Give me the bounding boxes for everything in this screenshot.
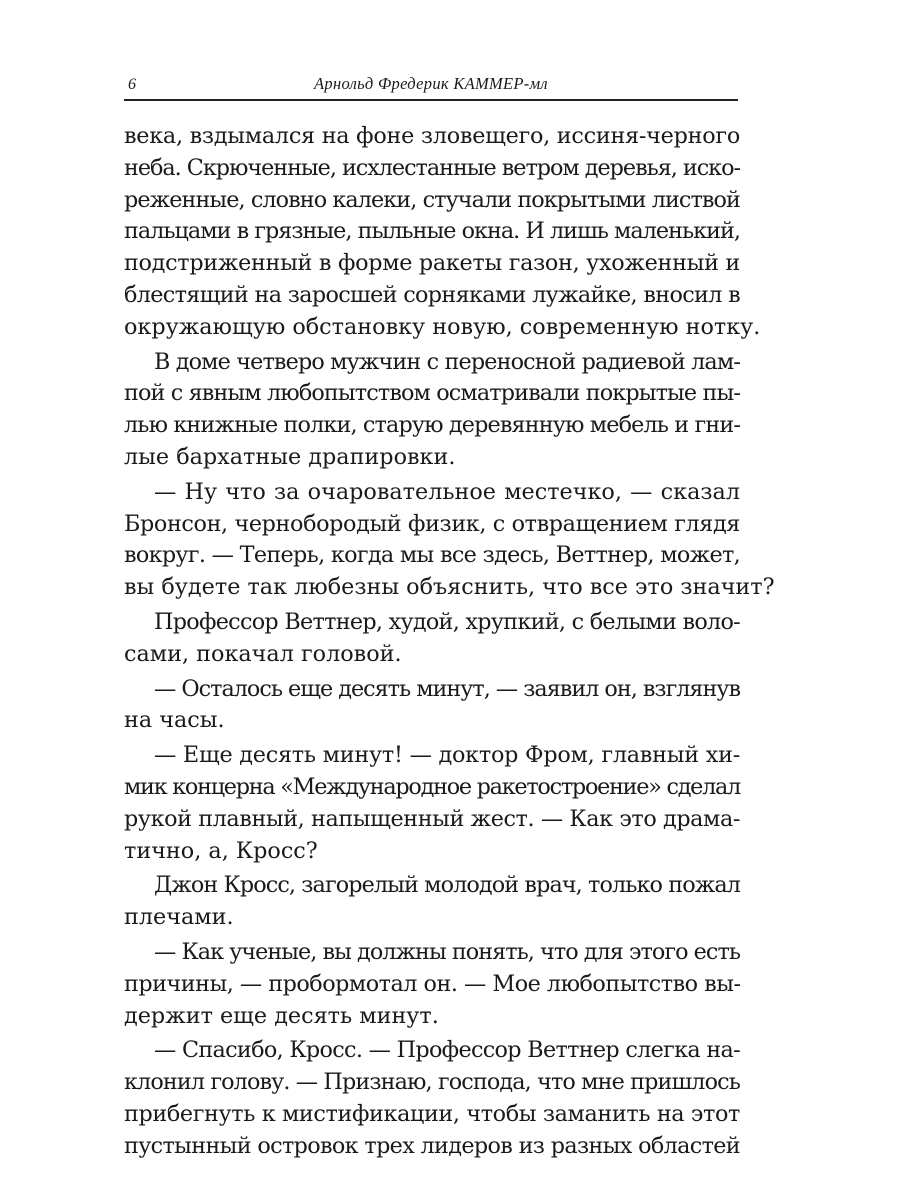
text-line: — Еще десять минут! — доктор Фром, главный хи- — [154, 742, 740, 769]
text-line: пой с явным любопытством осматривали покрытые пы- — [124, 380, 740, 407]
text-line: мик концерна «Международное ракетостроение» сделал — [124, 773, 740, 800]
running-head — [124, 70, 738, 98]
text-line: — Как ученые, вы должны понять, что для этого есть — [154, 938, 740, 965]
text-line: неба. Скрюченные, исхлестанные ветром деревья, иско- — [124, 154, 740, 181]
text-line: рукой плавный, напыщенный жест. — Как это драма- — [124, 805, 740, 832]
text-line: века, вздымался на фоне зловещего, иссиня-черного — [124, 123, 740, 149]
page-number: 6 — [128, 76, 136, 93]
text-line: подстриженный в форме ракеты газон, ухоженный и — [124, 250, 740, 277]
text-line: лые бархатные драпировки. — [124, 443, 456, 470]
text-line: вы будете так любезны объяснить, что все это значит? — [124, 574, 775, 601]
text-line: Профессор Веттнер, худой, хрупкий, с белыми воло- — [154, 608, 740, 635]
text-line: сами, покачал головой. — [124, 640, 402, 667]
text-line: лью книжные полки, старую деревянную мебель и гни- — [124, 412, 740, 439]
text-line: Джон Кросс, загорелый молодой врач, только пожал — [154, 872, 740, 899]
text-line: блестящий на заросшей сорняками лужайке, вносил в — [124, 281, 740, 308]
text-line: клонил голову. — Признаю, господа, что мне пришлось — [124, 1069, 740, 1096]
text-line: — Спасибо, Кросс. — Профессор Веттнер слегка на- — [154, 1037, 740, 1064]
text-line: тично, а, Кросс? — [124, 837, 318, 864]
text-line: на часы. — [124, 707, 225, 734]
text-line: плечами. — [124, 904, 234, 931]
text-line: пустынный островок трех лидеров из разных областей — [124, 1132, 740, 1159]
text-line: пальцами в грязные, пыльные окна. И лишь маленький, — [124, 218, 740, 245]
header-rule — [124, 99, 738, 101]
running-head-title: Арнольд Фредерик КАММЕР-мл — [314, 74, 548, 93]
text-line: В доме четверо мужчин с переносной радиевой лам- — [154, 348, 740, 375]
text-line: вокруг. — Теперь, когда мы все здесь, Веттнер, может, — [124, 542, 740, 569]
text-line: окружающую обстановку новую, современную нотку. — [124, 313, 761, 340]
body-text — [124, 121, 775, 1163]
text-line: — Ну что за очаровательное местечко, — сказал — [154, 478, 740, 505]
text-line: прибегнуть к мистификации, чтобы заманить на этот — [124, 1100, 740, 1127]
text-line: держит еще десять минут. — [124, 1002, 439, 1029]
text-line: причины, — пробормотал он. — Мое любопытство вы- — [124, 970, 741, 997]
text-line: Бронсон, чернобородый физик, с отвращением глядя — [124, 510, 740, 537]
text-line: реженные, словно калеки, стучали покрытыми листвой — [124, 186, 740, 213]
text-line: — Осталось еще десять минут, — заявил он, взглянув — [154, 675, 740, 702]
